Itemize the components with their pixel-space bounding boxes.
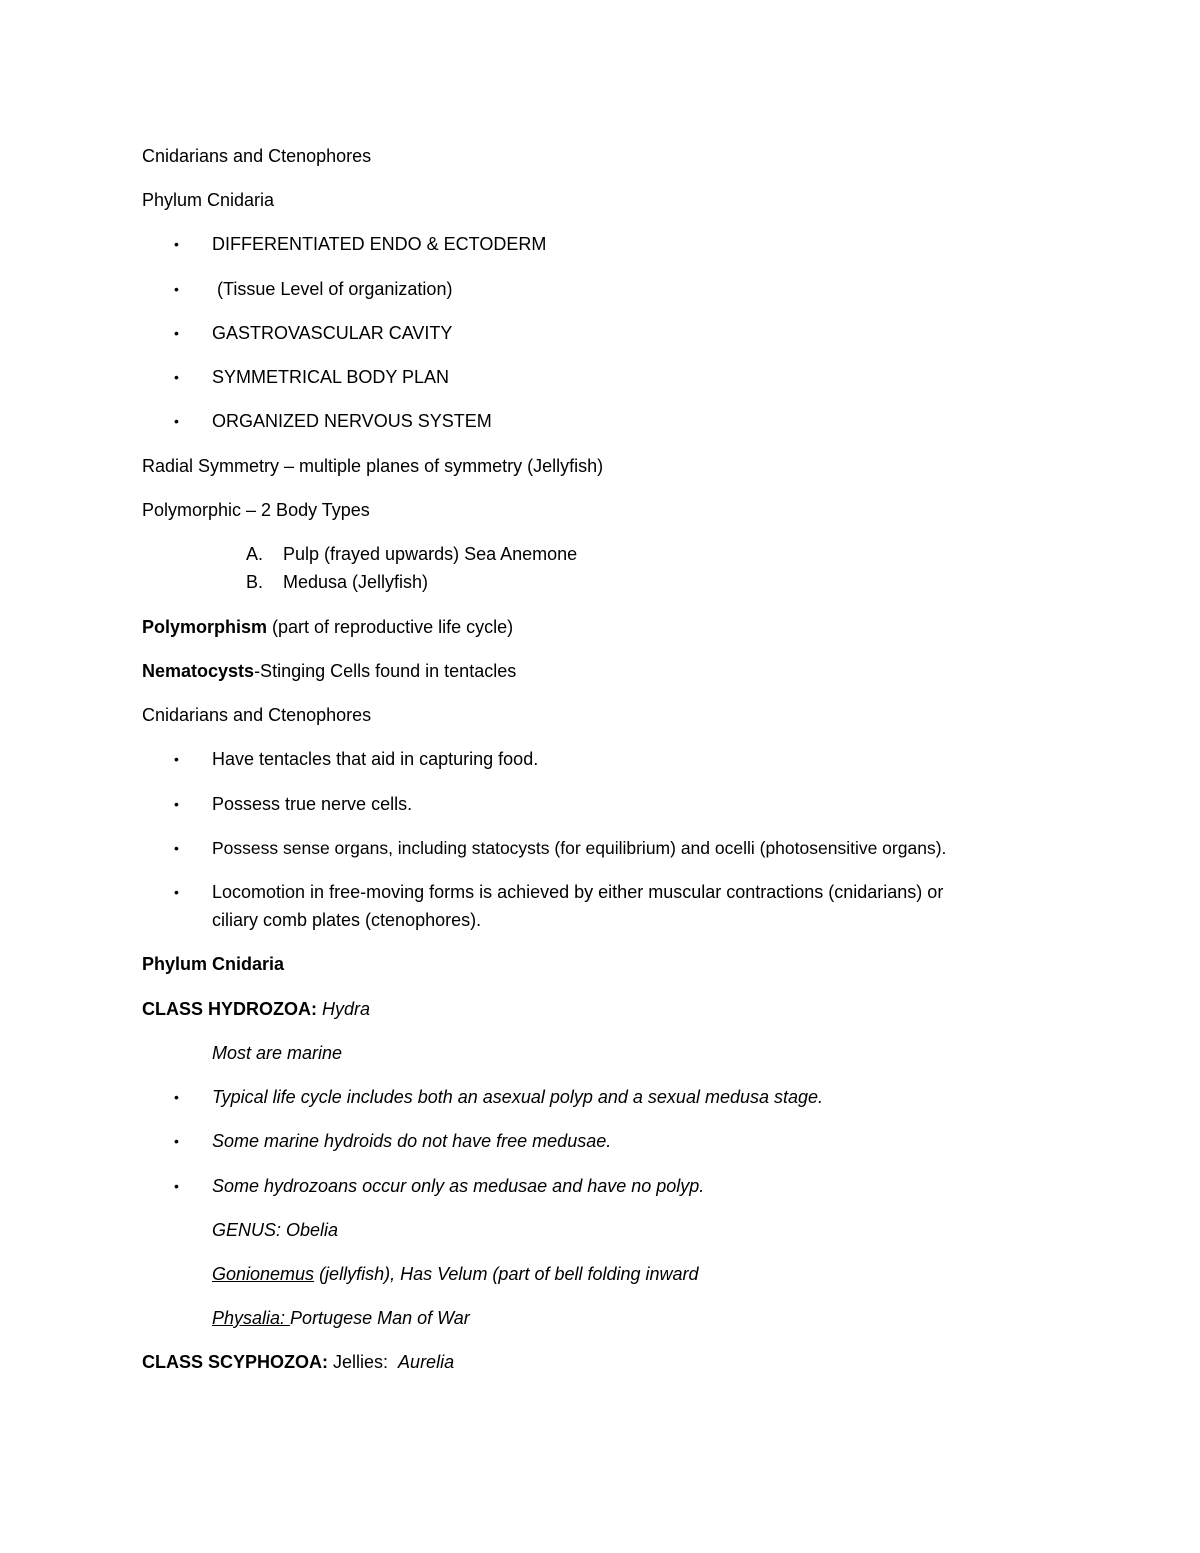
gonionemus-desc: (jellyfish), Has Velum (part of bell folding inward — [314, 1264, 699, 1284]
polymorphic-line: Polymorphic – 2 Body Types — [142, 500, 370, 520]
bullet-icon: • — [174, 1133, 179, 1149]
nematocysts-line — [142, 660, 516, 682]
trait-item: (Tissue Level of organization) — [212, 279, 453, 299]
physalia-line — [212, 1307, 470, 1329]
hydrozoa-point: Some hydrozoans occur only as medusae and have no polyp. — [212, 1176, 705, 1196]
hydrozoa-note: Most are marine — [212, 1043, 343, 1063]
scyphozoa-mid: Jellies: — [328, 1352, 399, 1372]
genus-line: GENUS: Obelia — [212, 1220, 339, 1240]
hydrozoa-label: CLASS HYDROZOA: — [142, 999, 317, 1019]
doc-title: Cnidarians and Ctenophores — [142, 146, 372, 166]
physalia-desc: Portugese Man of War — [290, 1308, 470, 1328]
hydrozoa-point: Typical life cycle includes both an asexual polyp and a sexual medusa stage. — [212, 1087, 824, 1107]
scyphozoa-label: CLASS SCYPHOZOA: — [142, 1352, 329, 1372]
bullet-icon: • — [174, 369, 179, 385]
bullet-icon: • — [174, 236, 179, 252]
gonionemus-name: Gonionemus — [212, 1264, 315, 1284]
feature-item: Have tentacles that aid in capturing food. — [212, 749, 539, 769]
scyphozoa-line — [142, 1351, 454, 1373]
list-marker: A. — [246, 544, 264, 564]
trait-item: SYMMETRICAL BODY PLAN — [212, 367, 450, 387]
hydrozoa-example: Hydra — [317, 999, 371, 1019]
scyphozoa-example: Aurelia — [398, 1352, 455, 1372]
feature-item: Possess true nerve cells. — [212, 794, 413, 814]
body-type-item: Medusa (Jellyfish) — [283, 572, 429, 592]
trait-item: ORGANIZED NERVOUS SYSTEM — [212, 411, 492, 431]
list-marker: B. — [246, 572, 264, 592]
bullet-icon: • — [174, 413, 179, 429]
bullet-icon: • — [174, 751, 179, 767]
feature-item: Locomotion in free-moving forms is achieved by either muscular contractions (cnidarians) or — [212, 882, 944, 902]
polymorphism-desc: (part of reproductive life cycle) — [267, 617, 514, 637]
bullet-icon: • — [174, 1178, 179, 1194]
phylum-heading-bold: Phylum Cnidaria — [142, 954, 285, 974]
trait-item: GASTROVASCULAR CAVITY — [212, 323, 453, 343]
nematocysts-term: Nematocysts — [142, 661, 255, 681]
hydrozoa-point: Some marine hydroids do not have free medusae. — [212, 1131, 612, 1151]
feature-item-continuation: ciliary comb plates (ctenophores). — [212, 910, 482, 930]
polymorphism-term: Polymorphism — [142, 617, 268, 637]
feature-item: Possess sense organs, including statocysts (for equilibrium) and ocelli (photosensitive organs). — [212, 838, 947, 858]
phylum-heading: Phylum Cnidaria — [142, 190, 275, 210]
body-type-item: Pulp (frayed upwards) Sea Anemone — [283, 544, 578, 564]
gonionemus-line — [212, 1263, 699, 1285]
bullet-icon: • — [174, 281, 179, 297]
physalia-name: Physalia: — [212, 1308, 291, 1328]
bullet-icon: • — [174, 840, 179, 856]
nematocysts-desc: -Stinging Cells found in tentacles — [254, 661, 517, 681]
bullet-icon: • — [174, 884, 179, 900]
bullet-icon: • — [174, 1089, 179, 1105]
hydrozoa-line — [142, 998, 370, 1020]
bullet-icon: • — [174, 796, 179, 812]
bullet-icon: • — [174, 325, 179, 341]
trait-item: DIFFERENTIATED ENDO & ECTODERM — [212, 234, 547, 254]
section-title: Cnidarians and Ctenophores — [142, 705, 372, 725]
radial-symmetry-line: Radial Symmetry – multiple planes of symmetry (Jellyfish) — [142, 456, 604, 476]
polymorphism-line — [142, 616, 513, 638]
